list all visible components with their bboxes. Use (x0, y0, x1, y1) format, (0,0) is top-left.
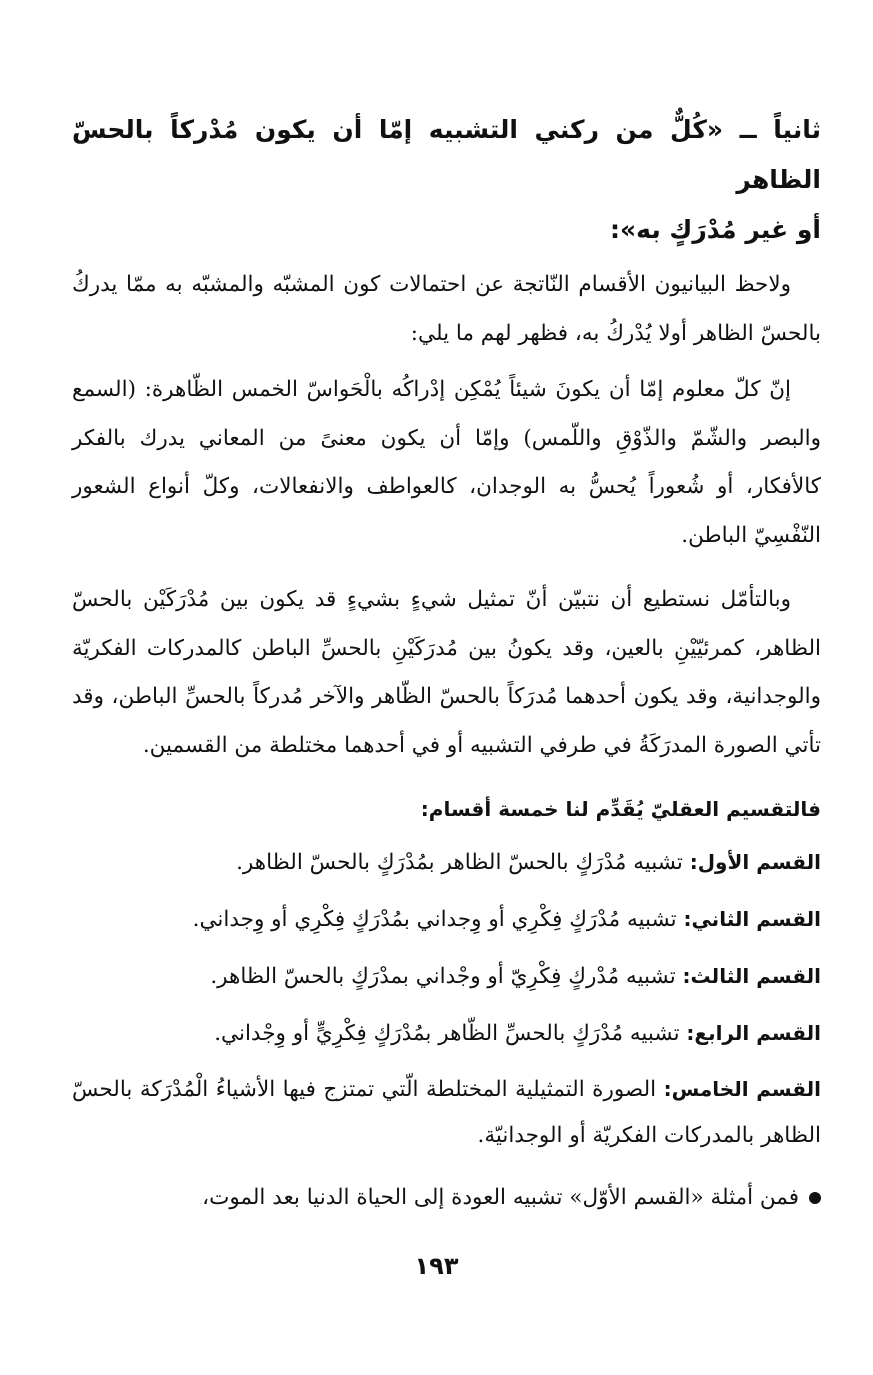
section-2-label: القسم الثاني: (683, 907, 821, 931)
division-intro: فالتقسيم العقليّ يُقَدِّم لنا خمسة أقسام: (420, 797, 821, 821)
heading-line-2: أو غير مُدْرَكٍ به»: (610, 215, 821, 244)
section-3 (72, 948, 821, 1005)
section-5 (72, 1066, 821, 1159)
section-5-text: الصورة التمثيلية المختلطة الّتي تمتزج فيها الأشياءُ الْمُدْرَكة بالحسّ الظاهر بالمدركات الفكريّة أو الوجدانيّة. (72, 1077, 821, 1148)
section-3-label: القسم الثالث: (682, 964, 821, 988)
page-body (72, 105, 821, 1223)
section-1-label: القسم الأول: (689, 850, 821, 874)
section-heading (72, 105, 821, 255)
section-4 (72, 1005, 821, 1062)
paragraph-3: وبالتأمّل نستطيع أن نتبيّن أنّ تمثيل شيءٍ بشيءٍ قد يكون بين مُدْرَكَيْن بالحسّ الظاهر، كمرئيّيْنِ بالعين، وقد يكونُ بين مُدرَكَيْنِ بالحسِّ الباطن كالمدركات الفكريّة والوجدانية، وقد يكون أحدهما مُدرَكاً بالحسّ الظّاهر والآخر مُدركاً بالحسِّ الباطن، وقد تأتي الصورة المدرَكَةُ في طرفي التشبيه أو في أحدهما مختلطة من القسمين. (72, 587, 821, 758)
section-1 (72, 834, 821, 891)
section-4-text: تشبيه مُدْرَكٍ بالحسِّ الظّاهر بمُدْرَكٍ فِكْرِيٍّ أو وِجْداني. (214, 1021, 687, 1046)
page-number: ١٩٣ (414, 1252, 459, 1280)
paragraph-2: إنّ كلّ معلوم إمّا أن يكونَ شيئاً يُمْكِن إدْراكُه بالْحَواسّ الخمس الظّاهرة: (السمع والبصر والشّمّ والذّوْقِ واللّمس) وإمّا أن يكون معنىً من المعاني يدرك بالفكر كالأفكار، أو شُعوراً يُحسُّ به الوجدان، كالعواطف والانفعالات، وكلّ أنواع الشعور النّفْسِيّ الباطن. (72, 377, 821, 548)
section-5-label: القسم الخامس: (663, 1077, 821, 1101)
bullet-dot-icon (809, 1192, 821, 1204)
heading-line-1: ثانياً ــ «كُلٌّ من ركني التشبيه إمّا أن يكون مُدْركاً بالحسّ الظاهر (72, 115, 821, 194)
section-2 (72, 891, 821, 948)
paragraph-1: ولاحظ البيانيون الأقسام النّاتجة عن احتمالات كون المشبّه والمشبّه به ممّا يدركُ بالحسّ الظاهر أولا يُدْركُ به، فظهر لهم ما يلي: (72, 272, 821, 346)
section-1-text: تشبيه مُدْرَكٍ بالحسّ الظاهر بمُدْرَكٍ بالحسّ الظاهر. (236, 850, 690, 875)
section-2-text: تشبيه مُدْرَكٍ فِكْرِي أو وِجداني بمُدْرَكٍ فِكْرِي أو وِجداني. (192, 907, 684, 932)
section-4-label: القسم الرابع: (686, 1021, 821, 1045)
section-3-text: تشبيه مُدْركٍ فِكْرِيّ أو وجْداني بمدْرَكٍ بالحسّ الظاهر. (210, 964, 683, 989)
example-bullet (72, 1173, 821, 1223)
example-bullet-text: فمن أمثلة «القسم الأوّل» تشبيه العودة إلى الحياة الدنيا بعد الموت، (202, 1185, 799, 1210)
